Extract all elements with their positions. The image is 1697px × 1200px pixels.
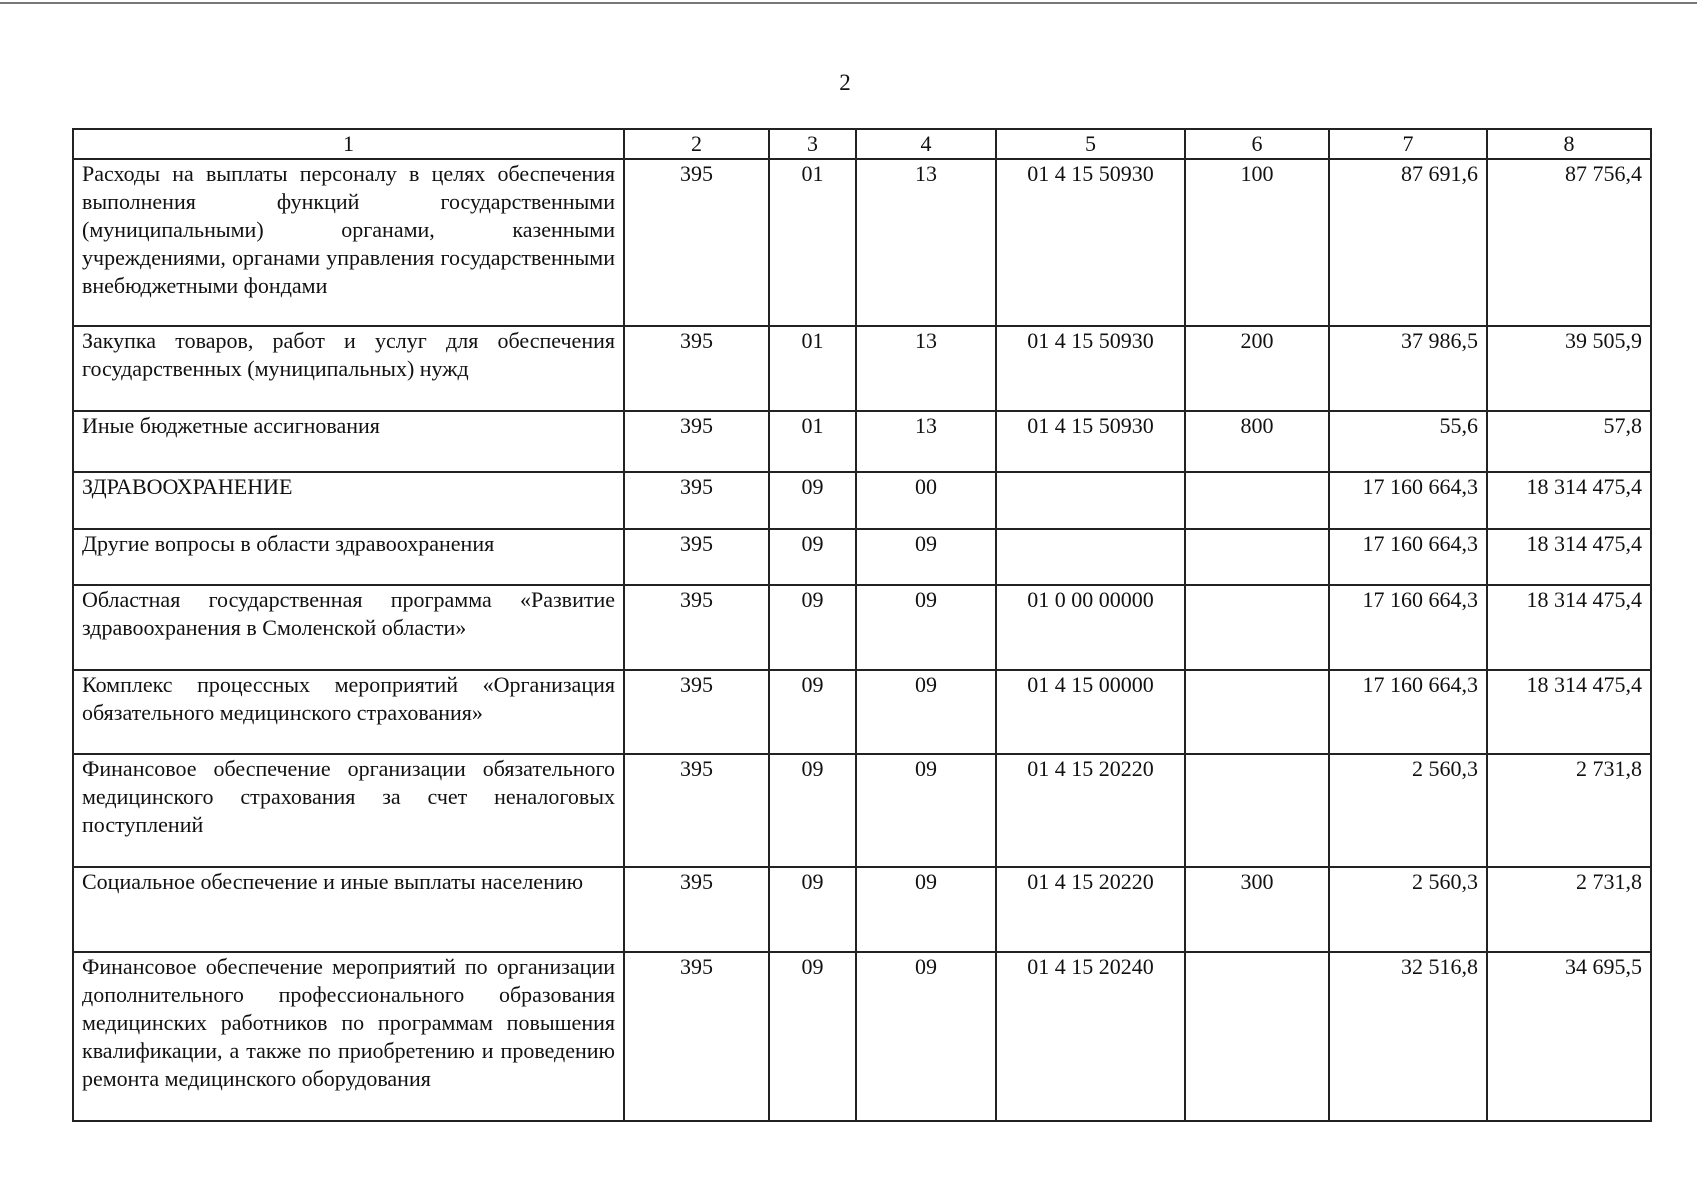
row-vr: 300 <box>1185 867 1329 952</box>
col-header-5: 5 <box>996 129 1185 159</box>
row-name: Комплекс процессных мероприятий «Организация обязательного медицинского страхования» <box>73 670 624 754</box>
row-rz: 09 <box>769 472 856 529</box>
row-pr: 00 <box>856 472 996 529</box>
row-name: Финансовое обеспечение мероприятий по организации дополнительного профессионального образования медицинских работников по программам повышения квалификации, а также по приобретению и проведению ремонта медицинского оборудования <box>73 952 624 1121</box>
row-amount-year2: 18 314 475,4 <box>1487 529 1651 585</box>
col-header-4: 4 <box>856 129 996 159</box>
row-gr: 395 <box>624 411 769 472</box>
row-amount-year2: 18 314 475,4 <box>1487 472 1651 529</box>
row-gr: 395 <box>624 585 769 670</box>
row-pr: 09 <box>856 585 996 670</box>
table-row <box>73 472 1651 529</box>
row-rz: 09 <box>769 867 856 952</box>
row-csr <box>996 529 1185 585</box>
row-pr: 09 <box>856 867 996 952</box>
row-rz: 01 <box>769 326 856 411</box>
table-row <box>73 670 1651 754</box>
row-rz: 09 <box>769 529 856 585</box>
row-amount-year1: 55,6 <box>1329 411 1487 472</box>
row-csr: 01 4 15 50930 <box>996 326 1185 411</box>
row-vr <box>1185 952 1329 1121</box>
row-gr: 395 <box>624 670 769 754</box>
row-name: Закупка товаров, работ и услуг для обеспечения государственных (муниципальных) нужд <box>73 326 624 411</box>
table-row <box>73 952 1651 1121</box>
row-csr: 01 4 15 20220 <box>996 867 1185 952</box>
header-row <box>73 129 1651 159</box>
row-name: ЗДРАВООХРАНЕНИЕ <box>73 472 624 529</box>
row-gr: 395 <box>624 952 769 1121</box>
row-amount-year2: 39 505,9 <box>1487 326 1651 411</box>
row-amount-year2: 57,8 <box>1487 411 1651 472</box>
row-amount-year1: 2 560,3 <box>1329 867 1487 952</box>
row-name: Другие вопросы в области здравоохранения <box>73 529 624 585</box>
row-pr: 09 <box>856 670 996 754</box>
row-gr: 395 <box>624 867 769 952</box>
table-row <box>73 529 1651 585</box>
row-gr: 395 <box>624 326 769 411</box>
row-gr: 395 <box>624 472 769 529</box>
row-csr: 01 4 15 50930 <box>996 159 1185 326</box>
top-scan-border <box>0 2 1697 4</box>
row-vr: 800 <box>1185 411 1329 472</box>
row-csr: 01 4 15 00000 <box>996 670 1185 754</box>
table-row <box>73 867 1651 952</box>
row-pr: 13 <box>856 159 996 326</box>
row-name: Иные бюджетные ассигнования <box>73 411 624 472</box>
row-amount-year1: 17 160 664,3 <box>1329 585 1487 670</box>
row-name: Расходы на выплаты персоналу в целях обеспечения выполнения функций государственными (муниципальными) органами, казенными учреждениями, органами управления государственными внебюджетными фондами <box>73 159 624 326</box>
col-header-6: 6 <box>1185 129 1329 159</box>
row-amount-year2: 87 756,4 <box>1487 159 1651 326</box>
row-csr <box>996 472 1185 529</box>
row-amount-year1: 17 160 664,3 <box>1329 472 1487 529</box>
row-amount-year2: 18 314 475,4 <box>1487 585 1651 670</box>
row-amount-year1: 37 986,5 <box>1329 326 1487 411</box>
row-gr: 395 <box>624 159 769 326</box>
row-vr <box>1185 529 1329 585</box>
row-amount-year1: 17 160 664,3 <box>1329 529 1487 585</box>
row-name: Финансовое обеспечение организации обязательного медицинского страхования за счет неналоговых поступлений <box>73 754 624 867</box>
row-csr: 01 0 00 00000 <box>996 585 1185 670</box>
row-vr <box>1185 670 1329 754</box>
row-vr <box>1185 585 1329 670</box>
row-rz: 09 <box>769 952 856 1121</box>
row-pr: 13 <box>856 411 996 472</box>
col-header-8: 8 <box>1487 129 1651 159</box>
row-vr <box>1185 472 1329 529</box>
row-rz: 09 <box>769 754 856 867</box>
row-vr: 200 <box>1185 326 1329 411</box>
row-csr: 01 4 15 50930 <box>996 411 1185 472</box>
row-rz: 09 <box>769 585 856 670</box>
table-row <box>73 585 1651 670</box>
row-amount-year2: 18 314 475,4 <box>1487 670 1651 754</box>
row-name: Областная государственная программа «Развитие здравоохранения в Смоленской области» <box>73 585 624 670</box>
row-pr: 09 <box>856 952 996 1121</box>
table-row <box>73 411 1651 472</box>
table-row <box>73 754 1651 867</box>
row-rz: 01 <box>769 159 856 326</box>
row-vr: 100 <box>1185 159 1329 326</box>
table-row <box>73 326 1651 411</box>
col-header-2: 2 <box>624 129 769 159</box>
row-amount-year2: 2 731,8 <box>1487 754 1651 867</box>
row-name: Социальное обеспечение и иные выплаты населению <box>73 867 624 952</box>
row-csr: 01 4 15 20240 <box>996 952 1185 1121</box>
row-rz: 09 <box>769 670 856 754</box>
row-amount-year2: 34 695,5 <box>1487 952 1651 1121</box>
row-amount-year1: 87 691,6 <box>1329 159 1487 326</box>
row-pr: 13 <box>856 326 996 411</box>
row-amount-year1: 2 560,3 <box>1329 754 1487 867</box>
row-pr: 09 <box>856 754 996 867</box>
page-number: 2 <box>839 70 851 95</box>
row-pr: 09 <box>856 529 996 585</box>
row-amount-year2: 2 731,8 <box>1487 867 1651 952</box>
budget-table <box>72 128 1652 1122</box>
row-rz: 01 <box>769 411 856 472</box>
col-header-1: 1 <box>73 129 624 159</box>
row-csr: 01 4 15 20220 <box>996 754 1185 867</box>
row-gr: 395 <box>624 754 769 867</box>
row-vr <box>1185 754 1329 867</box>
col-header-7: 7 <box>1329 129 1487 159</box>
row-gr: 395 <box>624 529 769 585</box>
row-amount-year1: 17 160 664,3 <box>1329 670 1487 754</box>
col-header-3: 3 <box>769 129 856 159</box>
table-row <box>73 159 1651 326</box>
row-amount-year1: 32 516,8 <box>1329 952 1487 1121</box>
